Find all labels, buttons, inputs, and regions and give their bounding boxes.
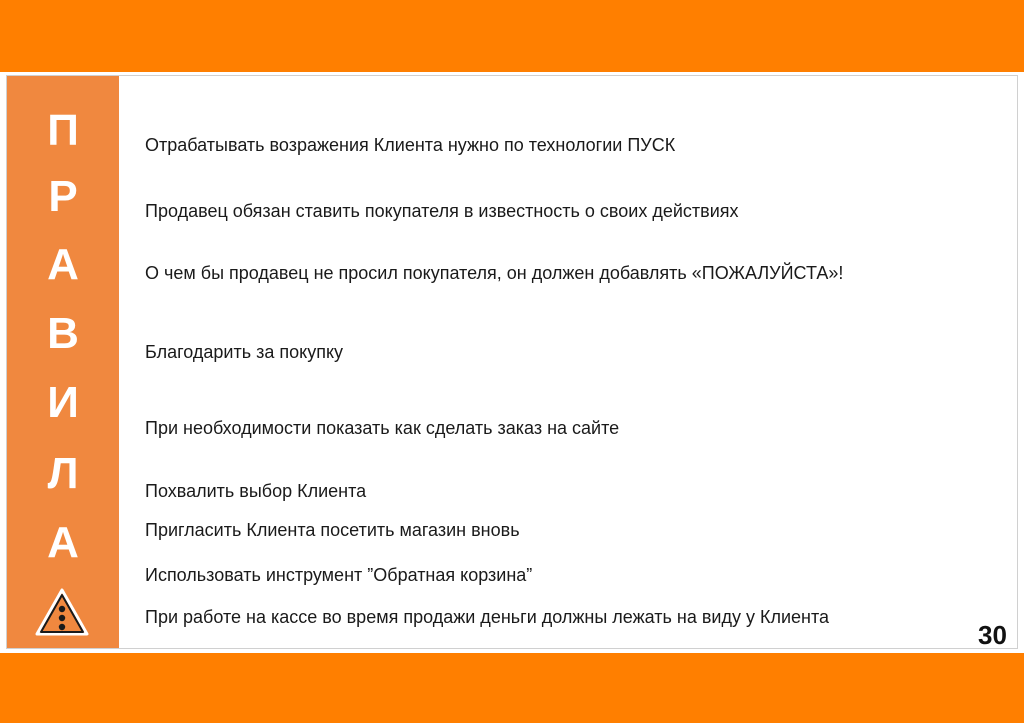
title-letter: А	[47, 240, 79, 289]
title-letter: Л	[47, 449, 79, 498]
top-orange-band	[0, 0, 1024, 72]
rule-item: Пригласить Клиента посетить магазин вновь	[145, 520, 520, 540]
rule-item: О чем бы продавец не просил покупателя, он должен добавлять «ПОЖАЛУЙСТА»!	[145, 263, 844, 283]
rule-item: Продавец обязан ставить покупателя в известность о своих действиях	[145, 201, 739, 221]
rule-item: Похвалить выбор Клиента	[145, 481, 367, 501]
page-number: 30	[978, 620, 1007, 650]
title-letter: И	[47, 378, 79, 427]
title-letter: В	[47, 309, 79, 358]
rule-item: При работе на кассе во время продажи деньги должны лежать на виду у Клиента	[145, 607, 830, 627]
rule-item: Использовать инструмент ”Обратная корзина”	[145, 565, 533, 585]
title-letter: П	[47, 106, 79, 155]
bottom-orange-band	[0, 653, 1024, 723]
warning-icon	[34, 587, 90, 637]
title-letter: А	[47, 518, 79, 567]
rule-item: Благодарить за покупку	[145, 342, 344, 362]
sidebar-title-bar	[7, 76, 119, 648]
rule-item: Отрабатывать возражения Клиента нужно по технологии ПУСК	[145, 135, 676, 155]
title-letter: Р	[48, 172, 78, 221]
rule-item: При необходимости показать как сделать заказ на сайте	[145, 418, 620, 438]
